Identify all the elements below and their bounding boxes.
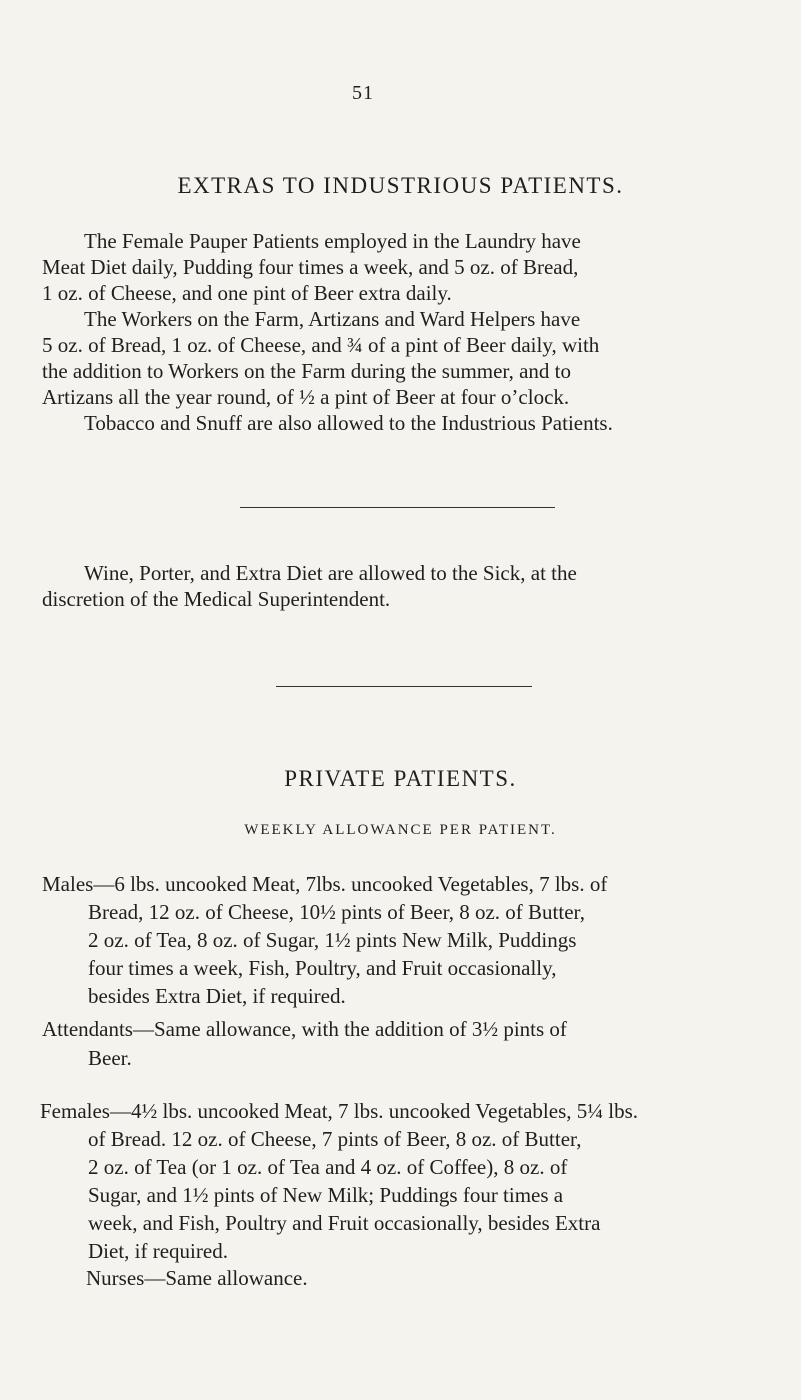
section-divider [276, 686, 532, 687]
text-line: 2 oz. of Tea (or 1 oz. of Tea and 4 oz. of Coffee), 8 oz. of [88, 1155, 568, 1179]
text-line: Artizans all the year round, of ½ a pint of Beer at four o’clock. [42, 385, 570, 409]
wine-paragraph [42, 560, 577, 612]
text-line: 2 oz. of Tea, 8 oz. of Sugar, 1½ pints New Milk, Puddings [88, 928, 577, 952]
text-line: Diet, if required. [88, 1239, 228, 1263]
text-line: Beer. [88, 1046, 132, 1070]
text-line: the addition to Workers on the Farm during the summer, and to [42, 359, 571, 383]
text-line: four times a week, Fish, Poultry, and Fruit occasionally, [88, 956, 557, 980]
text-line: 1 oz. of Cheese, and one pint of Beer extra daily. [42, 281, 452, 305]
females-allowance [40, 1097, 638, 1265]
text-line: week, and Fish, Poultry and Fruit occasionally, besides Extra [88, 1211, 601, 1235]
extras-paragraph-tobacco [84, 410, 613, 436]
text-line: Nurses—Same allowance. [86, 1266, 308, 1290]
text-line: The Female Pauper Patients employed in the Laundry have [84, 229, 581, 253]
attendants-allowance [42, 1015, 567, 1073]
page-number: 51 [352, 82, 374, 104]
text-line: Wine, Porter, and Extra Diet are allowed to the Sick, at the [84, 561, 577, 585]
text-line: Meat Diet daily, Pudding four times a week, and 5 oz. of Bread, [42, 255, 579, 279]
text-line: discretion of the Medical Superintendent. [42, 587, 391, 611]
extras-paragraph-laundry [42, 228, 581, 306]
text-line: of Bread. 12 oz. of Cheese, 7 pints of Beer, 8 oz. of Butter, [88, 1127, 582, 1151]
section-divider [240, 507, 555, 508]
nurses-allowance [86, 1265, 308, 1291]
text-line: Tobacco and Snuff are also allowed to the Industrious Patients. [84, 411, 613, 435]
text-line: besides Extra Diet, if required. [88, 984, 346, 1008]
text-line: Males—6 lbs. uncooked Meat, 7lbs. uncooked Vegetables, 7 lbs. of [42, 872, 608, 896]
text-line: Bread, 12 oz. of Cheese, 10½ pints of Beer, 8 oz. of Butter, [88, 900, 585, 924]
private-patients-heading: PRIVATE PATIENTS. [284, 766, 517, 791]
extras-heading: EXTRAS TO INDUSTRIOUS PATIENTS. [177, 173, 624, 198]
text-line: Sugar, and 1½ pints of New Milk; Puddings four times a [88, 1183, 564, 1207]
text-line: Females—4½ lbs. uncooked Meat, 7 lbs. uncooked Vegetables, 5¼ lbs. [40, 1099, 639, 1123]
text-line: The Workers on the Farm, Artizans and Ward Helpers have [84, 307, 581, 331]
males-allowance [42, 870, 607, 1010]
extras-paragraph-workers [42, 306, 599, 410]
weekly-allowance-subheading: WEEKLY ALLOWANCE PER PATIENT. [244, 822, 557, 838]
text-line: 5 oz. of Bread, 1 oz. of Cheese, and ¾ of a pint of Beer daily, with [42, 333, 600, 357]
text-line: Attendants—Same allowance, with the addition of 3½ pints of [42, 1017, 567, 1041]
